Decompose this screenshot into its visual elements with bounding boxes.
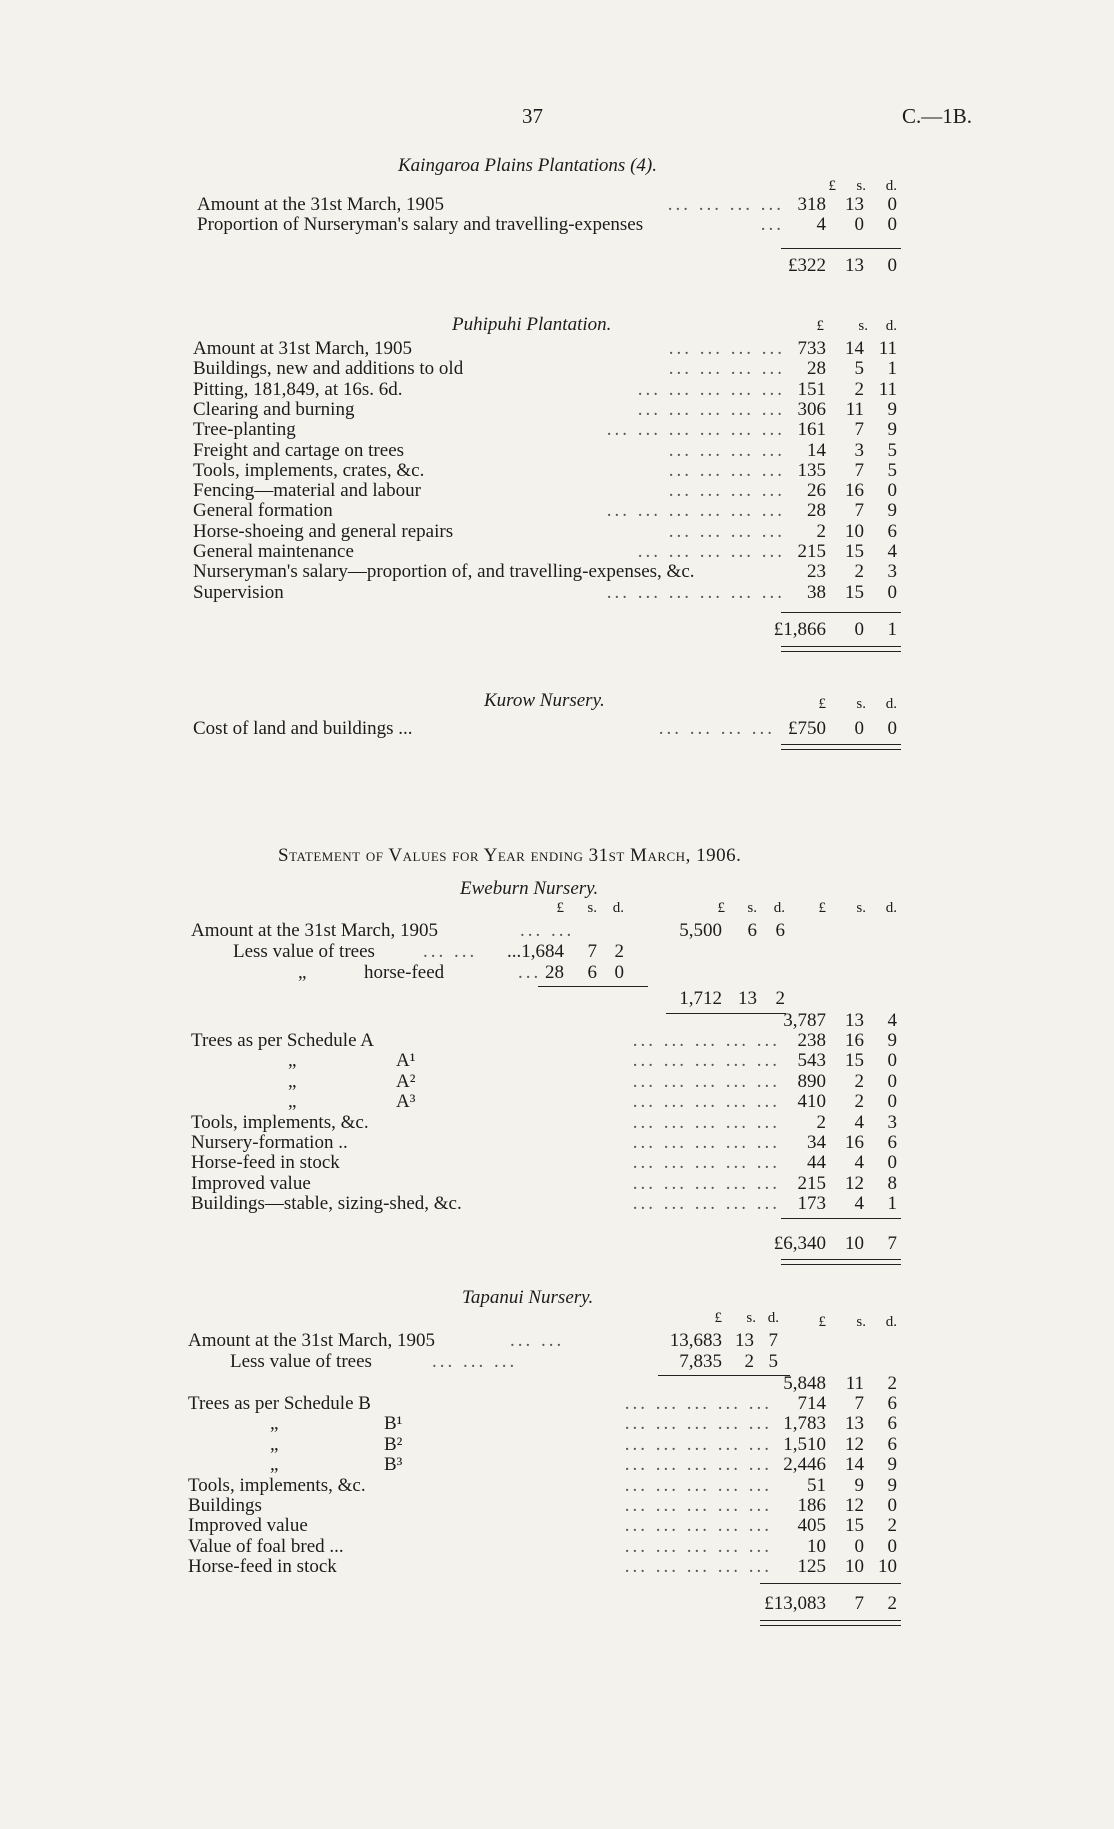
puhipuhi-total-pounds: £1,866 xyxy=(773,619,826,640)
puhipuhi-row-label: Tools, implements, crates, &c. xyxy=(193,459,425,481)
tapanui-row-pence: 2 xyxy=(887,1515,897,1537)
tapanui-col1-shilling-unit-label: s. xyxy=(746,1310,756,1326)
puhipuhi-row-pence: 9 xyxy=(887,500,897,522)
puhipuhi-row-label: Supervision xyxy=(193,581,284,603)
kaingaroa-row-shillings: 13 xyxy=(845,194,864,215)
eweburn-row-label: Buildings—stable, sizing-shed, &c. xyxy=(191,1193,462,1215)
puhipuhi-row-dots: ... ... ... ... ... xyxy=(637,541,785,562)
eweburn-row-dots: ... ... ... ... ... xyxy=(632,1070,780,1092)
eweburn-row-pence: 0 xyxy=(887,1152,897,1174)
tapanui-row-shillings: 12 xyxy=(845,1433,864,1455)
puhipuhi-row-label: Fencing—material and labour xyxy=(193,480,421,502)
puhipuhi-row-shillings: 2 xyxy=(854,378,864,400)
puhipuhi-row-dots: ... ... ... ... ... ... xyxy=(606,581,785,603)
puhipuhi-row-shillings: 11 xyxy=(845,398,864,420)
eweburn-col1-pence-unit-label: d. xyxy=(612,900,624,916)
tapanui-row-dots: ... ... ... ... ... xyxy=(624,1556,772,1578)
eweburn-less-feed-label: horse-feed xyxy=(364,962,445,983)
eweburn-row-shillings: 4 xyxy=(854,1193,864,1215)
tapanui-row-shillings: 12 xyxy=(845,1495,864,1516)
eweburn-row-pounds: 890 xyxy=(797,1070,826,1092)
tapanui-row-pence: 6 xyxy=(887,1433,897,1455)
puhipuhi-row-pence: 0 xyxy=(887,480,897,502)
eweburn-row-dots: ... ... ... ... ... xyxy=(632,1152,780,1174)
tapanui-row-label: Value of foal bred ... xyxy=(188,1535,344,1557)
puhipuhi-row-label: Horse-shoeing and general repairs xyxy=(193,520,454,542)
tapanui-row-dots: ... ... ... ... ... xyxy=(624,1495,772,1516)
puhipuhi-row-label: General formation xyxy=(193,500,333,522)
tapanui-col2-pence-unit-label: d. xyxy=(885,1314,897,1330)
tapanui-less-trees-pounds: 7,835 xyxy=(679,1351,722,1372)
kaingaroa-row-dots: ... ... ... ... xyxy=(667,194,784,215)
tapanui-row-dots: ... ... ... ... ... xyxy=(624,1393,772,1414)
eweburn-row-pounds: 2 xyxy=(816,1111,826,1133)
puhipuhi-row-pence: 11 xyxy=(878,338,897,359)
kurow-title: Kurow Nursery. xyxy=(484,690,605,711)
kaingaroa-title: Kaingaroa Plains Plantations (4). xyxy=(398,155,657,176)
puhipuhi-row-shillings: 15 xyxy=(845,581,864,603)
tapanui-amount-label: Amount at the 31st March, 1905 xyxy=(188,1330,435,1351)
eweburn-row-label: Trees as per Schedule A xyxy=(191,1030,374,1051)
tapanui-total-pounds: £13,083 xyxy=(764,1593,826,1614)
tapanui-row-dots: ... ... ... ... ... xyxy=(624,1515,772,1537)
tapanui-amount-dots: ... ... xyxy=(510,1330,565,1351)
eweburn-col3-pound-unit-label: £ xyxy=(818,900,826,916)
eweburn-less-feed-ditto: „ xyxy=(298,962,307,983)
tapanui-row-label: Tools, implements, &c. xyxy=(188,1474,366,1496)
eweburn-row-shillings: 12 xyxy=(845,1172,864,1194)
page-number: 37 xyxy=(522,104,543,128)
eweburn-amount-dots: ... ... xyxy=(520,920,575,941)
eweburn-row-dots: ... ... ... ... ... xyxy=(632,1193,780,1215)
tapanui-row-shillings: 0 xyxy=(854,1535,864,1557)
kaingaroa-row-pence: 0 xyxy=(887,194,897,215)
puhipuhi-total-shillings: 0 xyxy=(854,619,864,640)
puhipuhi-row-shillings: 7 xyxy=(854,500,864,522)
tapanui-col1-pence-unit-label: d. xyxy=(767,1310,779,1326)
puhipuhi-row-label: Freight and cartage on trees xyxy=(193,439,405,461)
puhipuhi-row-label: Pitting, 181,849, at 16s. 6d. xyxy=(193,378,403,400)
puhipuhi-row-shillings: 10 xyxy=(845,520,864,542)
eweburn-row-pounds: 44 xyxy=(807,1152,826,1174)
puhipuhi-row-pence: 1 xyxy=(887,358,897,380)
tapanui-amount-shillings: 13 xyxy=(735,1330,754,1351)
puhipuhi-row-pence: 4 xyxy=(887,541,897,562)
kaingaroa-pence-unit-label: d. xyxy=(885,178,897,194)
puhipuhi-row-shillings: 7 xyxy=(854,419,864,441)
eweburn-total-shillings: 10 xyxy=(845,1233,864,1254)
eweburn-total-pounds: £6,340 xyxy=(773,1233,826,1254)
eweburn-less-feed-pounds: 28 xyxy=(545,962,564,983)
kaingaroa-row-shillings: 0 xyxy=(854,214,864,235)
eweburn-row-dots: ... ... ... ... ... xyxy=(632,1030,780,1051)
eweburn-row-pence: 6 xyxy=(887,1132,897,1153)
eweburn-row-shillings: 4 xyxy=(854,1111,864,1133)
eweburn-less-trees-label: Less value of trees xyxy=(233,941,375,962)
puhipuhi-row-pounds: 28 xyxy=(807,358,826,380)
eweburn-net-pounds: 3,787 xyxy=(783,1010,826,1031)
puhipuhi-row-pounds: 28 xyxy=(807,500,826,522)
tapanui-row-pence: 9 xyxy=(887,1474,897,1496)
tapanui-row-dots: ... ... ... ... ... xyxy=(624,1454,772,1476)
eweburn-col3-shilling-unit-label: s. xyxy=(856,900,866,916)
tapanui-row-shillings: 9 xyxy=(854,1474,864,1496)
kurow-total-pounds: £750 xyxy=(788,718,826,739)
eweburn-less-trees-shillings: 7 xyxy=(587,941,597,962)
document-reference: C.—1B. xyxy=(902,104,973,128)
eweburn-col2-shilling-unit-label: s. xyxy=(747,900,757,916)
tapanui-row-schedule: B³ xyxy=(384,1454,403,1476)
kaingaroa-row-label: Amount at the 31st March, 1905 xyxy=(197,194,444,215)
tapanui-row-shillings: 7 xyxy=(854,1393,864,1414)
eweburn-row-label: Improved value xyxy=(191,1172,311,1194)
kaingaroa-shilling-unit-label: s. xyxy=(856,178,866,194)
tapanui-row-ditto: „ xyxy=(270,1433,279,1455)
tapanui-row-shillings: 14 xyxy=(845,1454,864,1476)
tapanui-row-pounds: 405 xyxy=(797,1515,826,1537)
eweburn-col1-pound-unit-label: £ xyxy=(556,900,564,916)
eweburn-row-shillings: 2 xyxy=(854,1091,864,1113)
kaingaroa-pound-unit-label: £ xyxy=(828,178,836,194)
eweburn-less-feed-dots: ... xyxy=(518,962,542,983)
tapanui-row-pence: 9 xyxy=(887,1454,897,1476)
puhipuhi-row-pence: 11 xyxy=(878,378,897,400)
puhipuhi-row-shillings: 2 xyxy=(854,561,864,583)
kurow-total-pence: 0 xyxy=(887,718,897,739)
eweburn-row-label: Nursery-formation .. xyxy=(191,1132,348,1153)
tapanui-row-label: Improved value xyxy=(188,1515,308,1537)
statement-heading: Statement of Values for Year ending 31st March, 1906. xyxy=(278,845,742,866)
tapanui-row-ditto: „ xyxy=(270,1454,279,1476)
kaingaroa-row-label: Proportion of Nurseryman's salary and travelling-expenses xyxy=(197,214,644,235)
puhipuhi-pence-unit-label: d. xyxy=(885,318,897,334)
eweburn-row-pounds: 238 xyxy=(797,1030,826,1051)
puhipuhi-row-pounds: 135 xyxy=(797,459,826,481)
kaingaroa-total-rule xyxy=(781,248,901,249)
puhipuhi-row-pounds: 306 xyxy=(797,398,826,420)
puhipuhi-total-rule xyxy=(781,612,901,613)
tapanui-row-pounds: 2,446 xyxy=(783,1454,826,1476)
puhipuhi-row-pounds: 26 xyxy=(807,480,826,502)
puhipuhi-row-shillings: 15 xyxy=(845,541,864,562)
eweburn-row-shillings: 2 xyxy=(854,1070,864,1092)
puhipuhi-shilling-unit-label: s. xyxy=(858,318,868,334)
puhipuhi-title: Puhipuhi Plantation. xyxy=(452,314,612,335)
tapanui-less-trees-shillings: 2 xyxy=(744,1351,754,1372)
puhipuhi-row-shillings: 5 xyxy=(854,358,864,380)
tapanui-amount-pence: 7 xyxy=(768,1330,778,1351)
tapanui-row-pounds: 186 xyxy=(797,1495,826,1516)
eweburn-less-rule xyxy=(538,986,648,987)
eweburn-less-trees-pounds: ...1,684 xyxy=(507,941,564,962)
eweburn-row-shillings: 16 xyxy=(845,1132,864,1153)
eweburn-amount-pence: 6 xyxy=(775,920,785,941)
eweburn-row-shillings: 16 xyxy=(845,1030,864,1051)
eweburn-title: Eweburn Nursery. xyxy=(460,878,599,899)
puhipuhi-row-dots: ... ... ... ... xyxy=(668,480,785,502)
eweburn-row-schedule: A³ xyxy=(396,1091,416,1113)
puhipuhi-row-shillings: 3 xyxy=(854,439,864,461)
eweburn-less-feed-shillings: 6 xyxy=(587,962,597,983)
puhipuhi-row-shillings: 16 xyxy=(845,480,864,502)
eweburn-row-dots: ... ... ... ... ... xyxy=(632,1050,780,1072)
tapanui-less-trees-dots: ... ... ... xyxy=(432,1351,518,1372)
kurow-row-dots: ... ... ... ... xyxy=(658,718,775,739)
eweburn-row-shillings: 4 xyxy=(854,1152,864,1174)
eweburn-amount-shillings: 6 xyxy=(747,920,757,941)
kaingaroa-total-shillings: 13 xyxy=(845,255,864,276)
eweburn-less-feed-pence: 0 xyxy=(614,962,624,983)
tapanui-row-schedule: B² xyxy=(384,1433,403,1455)
tapanui-row-dots: ... ... ... ... ... xyxy=(624,1535,772,1557)
kaingaroa-total-pence: 0 xyxy=(887,255,897,276)
tapanui-row-dots: ... ... ... ... ... xyxy=(624,1433,772,1455)
puhipuhi-row-pounds: 23 xyxy=(807,561,826,583)
eweburn-total-rule xyxy=(781,1218,901,1219)
eweburn-less-trees-pence: 2 xyxy=(614,941,624,962)
eweburn-less-trees-dots: ... ... xyxy=(423,941,478,962)
eweburn-less-total-shillings: 13 xyxy=(738,988,757,1009)
puhipuhi-row-label: Clearing and burning xyxy=(193,398,355,420)
eweburn-net-shillings: 13 xyxy=(845,1010,864,1031)
eweburn-less-total-pounds: 1,712 xyxy=(679,988,722,1009)
eweburn-row-pence: 0 xyxy=(887,1050,897,1072)
kurow-row-label: Cost of land and buildings ... xyxy=(193,718,413,739)
tapanui-row-dots: ... ... ... ... ... xyxy=(624,1474,772,1496)
puhipuhi-row-shillings: 7 xyxy=(854,459,864,481)
eweburn-col3-pence-unit-label: d. xyxy=(885,900,897,916)
tapanui-row-shillings: 15 xyxy=(845,1515,864,1537)
puhipuhi-row-dots: ... ... ... ... ... ... xyxy=(606,419,785,441)
tapanui-total-shillings: 7 xyxy=(854,1593,864,1614)
eweburn-row-pence: 3 xyxy=(887,1111,897,1133)
puhipuhi-row-pounds: 14 xyxy=(807,439,826,461)
puhipuhi-row-shillings: 14 xyxy=(845,338,864,359)
tapanui-net-pence: 2 xyxy=(887,1373,897,1394)
eweburn-row-dots: ... ... ... ... ... xyxy=(632,1132,780,1153)
kurow-total-double-rule xyxy=(781,744,901,750)
eweburn-row-pence: 0 xyxy=(887,1091,897,1113)
eweburn-net-pence: 4 xyxy=(887,1010,897,1031)
tapanui-row-pence: 6 xyxy=(887,1413,897,1435)
eweburn-row-ditto: „ xyxy=(288,1070,297,1092)
kaingaroa-row-pounds: 4 xyxy=(816,214,826,235)
eweburn-col2-pence-unit-label: d. xyxy=(773,900,785,916)
eweburn-row-schedule: A¹ xyxy=(396,1050,416,1072)
tapanui-total-rule xyxy=(760,1583,901,1584)
puhipuhi-total-double-rule xyxy=(781,646,901,652)
puhipuhi-row-pence: 6 xyxy=(887,520,897,542)
tapanui-less-trees-pence: 5 xyxy=(768,1351,778,1372)
eweburn-row-shillings: 15 xyxy=(845,1050,864,1072)
eweburn-row-dots: ... ... ... ... ... xyxy=(632,1091,780,1113)
puhipuhi-row-label: Buildings, new and additions to old xyxy=(193,358,464,380)
eweburn-row-pounds: 543 xyxy=(797,1050,826,1072)
tapanui-row-pounds: 1,783 xyxy=(783,1413,826,1435)
puhipuhi-row-pence: 9 xyxy=(887,419,897,441)
puhipuhi-row-pence: 5 xyxy=(887,439,897,461)
eweburn-row-pence: 8 xyxy=(887,1172,897,1194)
tapanui-row-pounds: 125 xyxy=(797,1556,826,1578)
tapanui-row-pounds: 51 xyxy=(807,1474,826,1496)
eweburn-row-pounds: 173 xyxy=(797,1193,826,1215)
puhipuhi-row-dots: ... ... ... ... ... xyxy=(637,398,785,420)
eweburn-row-label: Horse-feed in stock xyxy=(191,1152,340,1174)
puhipuhi-row-pounds: 2 xyxy=(816,520,826,542)
puhipuhi-row-dots: ... ... ... ... xyxy=(668,520,785,542)
eweburn-row-pence: 0 xyxy=(887,1070,897,1092)
tapanui-row-dots: ... ... ... ... ... xyxy=(624,1413,772,1435)
kurow-pence-unit-label: d. xyxy=(885,696,897,712)
eweburn-row-schedule: A² xyxy=(396,1070,416,1092)
puhipuhi-row-label: Nurseryman's salary—proportion of, and travelling-expenses, &c. xyxy=(193,561,695,583)
eweburn-row-pence: 9 xyxy=(887,1030,897,1051)
eweburn-row-ditto: „ xyxy=(288,1091,297,1113)
tapanui-col2-pound-unit-label: £ xyxy=(818,1314,826,1330)
kaingaroa-row-pence: 0 xyxy=(887,214,897,235)
eweburn-row-pounds: 215 xyxy=(797,1172,826,1194)
tapanui-net-pounds: 5,848 xyxy=(783,1373,826,1394)
tapanui-row-pence: 0 xyxy=(887,1535,897,1557)
eweburn-total-pence: 7 xyxy=(887,1233,897,1254)
eweburn-row-label: Tools, implements, &c. xyxy=(191,1111,369,1133)
tapanui-row-pence: 10 xyxy=(878,1556,897,1578)
tapanui-row-label: Trees as per Schedule B xyxy=(188,1393,371,1414)
tapanui-col2-shilling-unit-label: s. xyxy=(856,1314,866,1330)
puhipuhi-row-pence: 9 xyxy=(887,398,897,420)
tapanui-row-label: Horse-feed in stock xyxy=(188,1556,337,1578)
puhipuhi-row-pounds: 733 xyxy=(797,338,826,359)
kurow-total-shillings: 0 xyxy=(854,718,864,739)
tapanui-amount-pounds: 13,683 xyxy=(669,1330,722,1351)
eweburn-row-dots: ... ... ... ... ... xyxy=(632,1111,780,1133)
eweburn-amount-pounds: 5,500 xyxy=(679,920,722,941)
tapanui-col1-pound-unit-label: £ xyxy=(714,1310,722,1326)
kaingaroa-row-pounds: 318 xyxy=(797,194,826,215)
eweburn-row-pence: 1 xyxy=(887,1193,897,1215)
tapanui-net-shillings: 11 xyxy=(845,1373,864,1394)
eweburn-row-pounds: 34 xyxy=(807,1132,826,1153)
tapanui-less-trees-label: Less value of trees xyxy=(230,1351,372,1372)
tapanui-row-label: Buildings xyxy=(188,1495,262,1516)
puhipuhi-row-label: Tree-planting xyxy=(193,419,296,441)
tapanui-row-shillings: 13 xyxy=(845,1413,864,1435)
tapanui-total-pence: 2 xyxy=(887,1593,897,1614)
puhipuhi-row-pounds: 215 xyxy=(797,541,826,562)
puhipuhi-row-pence: 0 xyxy=(887,581,897,603)
puhipuhi-row-pounds: 151 xyxy=(797,378,826,400)
puhipuhi-row-dots: ... ... ... ... xyxy=(668,358,785,380)
puhipuhi-row-pence: 5 xyxy=(887,459,897,481)
eweburn-total-double-rule xyxy=(781,1259,901,1265)
puhipuhi-row-dots: ... ... ... ... xyxy=(668,459,785,481)
eweburn-row-ditto: „ xyxy=(288,1050,297,1072)
tapanui-row-shillings: 10 xyxy=(845,1556,864,1578)
tapanui-row-pounds: 1,510 xyxy=(783,1433,826,1455)
puhipuhi-row-dots: ... ... ... ... xyxy=(668,439,785,461)
tapanui-net-rule xyxy=(658,1375,790,1376)
tapanui-row-pounds: 10 xyxy=(807,1535,826,1557)
puhipuhi-row-label: General maintenance xyxy=(193,541,354,562)
puhipuhi-row-pence: 3 xyxy=(887,561,897,583)
tapanui-title: Tapanui Nursery. xyxy=(462,1287,594,1308)
kurow-shilling-unit-label: s. xyxy=(856,696,866,712)
puhipuhi-row-pounds: 38 xyxy=(807,581,826,603)
kurow-pound-unit-label: £ xyxy=(818,696,826,712)
puhipuhi-row-dots: ... ... ... ... ... ... xyxy=(606,500,785,522)
puhipuhi-row-pounds: 161 xyxy=(797,419,826,441)
kaingaroa-total-pounds: £322 xyxy=(788,255,826,276)
tapanui-row-schedule: B¹ xyxy=(384,1413,403,1435)
eweburn-amount-label: Amount at the 31st March, 1905 xyxy=(191,920,438,941)
puhipuhi-row-dots: ... ... ... ... xyxy=(668,338,785,359)
tapanui-row-pence: 6 xyxy=(887,1393,897,1414)
puhipuhi-total-pence: 1 xyxy=(887,619,897,640)
puhipuhi-row-dots: ... ... ... ... ... xyxy=(637,378,785,400)
eweburn-row-dots: ... ... ... ... ... xyxy=(632,1172,780,1194)
puhipuhi-row-label: Amount at 31st March, 1905 xyxy=(193,338,413,359)
tapanui-row-pounds: 714 xyxy=(797,1393,826,1414)
eweburn-net-rule xyxy=(666,1013,786,1014)
puhipuhi-pound-unit-label: £ xyxy=(816,318,824,334)
tapanui-row-pence: 0 xyxy=(887,1495,897,1516)
eweburn-col1-shilling-unit-label: s. xyxy=(587,900,597,916)
eweburn-less-total-pence: 2 xyxy=(775,988,785,1009)
eweburn-row-pounds: 410 xyxy=(797,1091,826,1113)
kaingaroa-row-dots: ... xyxy=(760,214,784,235)
tapanui-row-ditto: „ xyxy=(270,1413,279,1435)
tapanui-total-double-rule xyxy=(760,1620,901,1626)
eweburn-col2-pound-unit-label: £ xyxy=(717,900,725,916)
